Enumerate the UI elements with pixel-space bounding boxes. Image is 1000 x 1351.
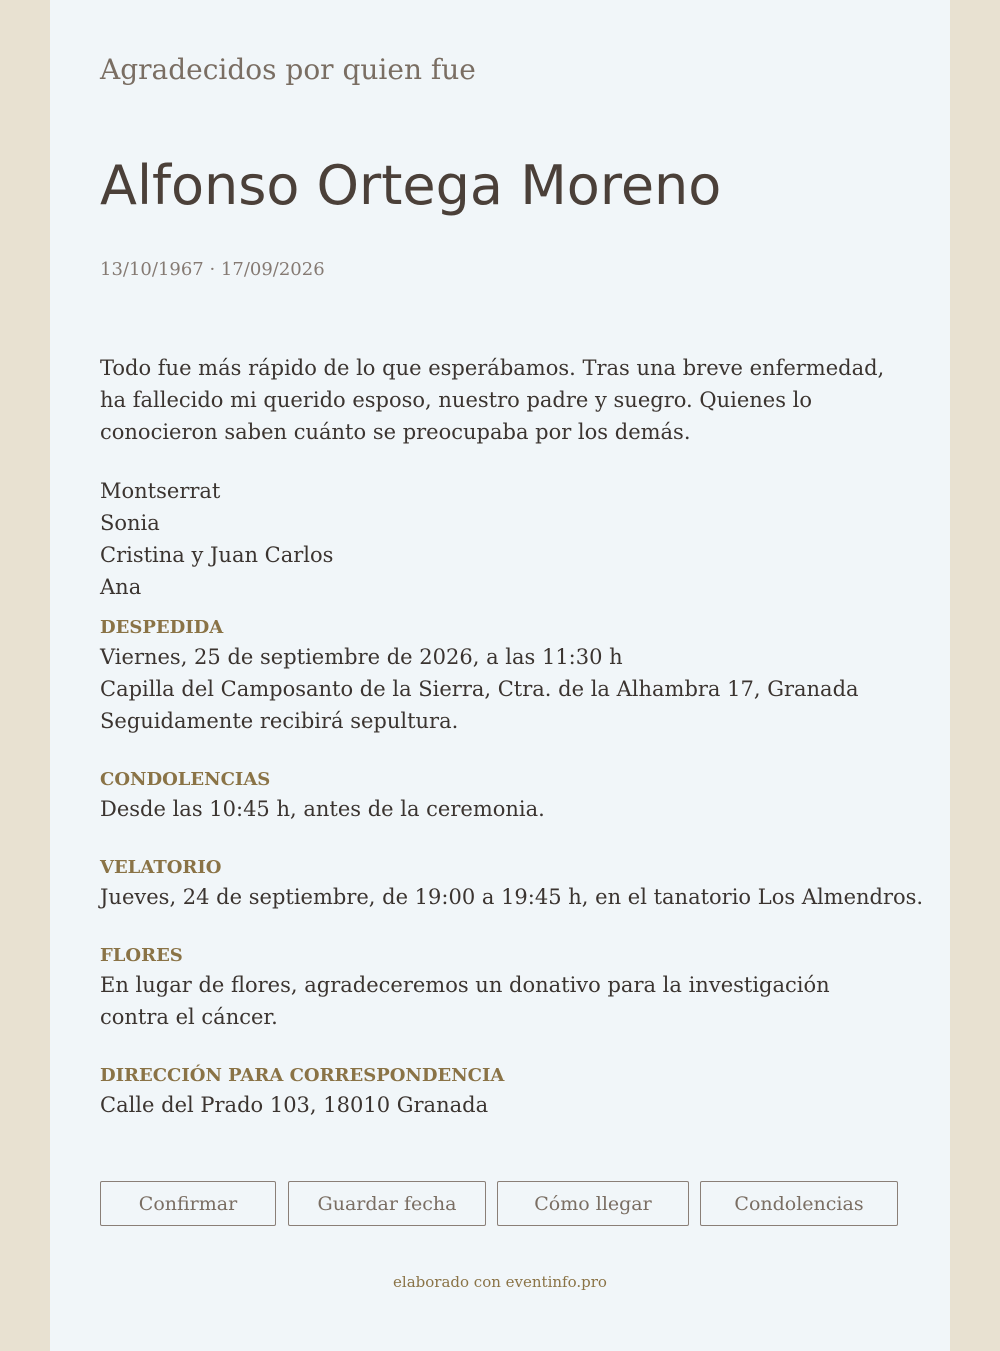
section-line: Desde las 10:45 h, antes de la ceremonia. (100, 797, 545, 821)
life-dates: 13/10/1967 · 17/09/2026 (100, 259, 325, 280)
section-title: DESPEDIDA (100, 617, 224, 638)
eyebrow-text: Agradecidos por quien fue (100, 53, 476, 86)
section-line: Capilla del Camposanto de la Sierra, Ctra. de la Alhambra 17, Granada (100, 677, 859, 701)
footer-credit[interactable]: elaborado con eventinfo.pro (393, 1273, 607, 1291)
section-title: CONDOLENCIAS (100, 769, 271, 790)
family-member: Ana (100, 575, 142, 599)
section-flores (100, 943, 900, 1033)
family-list (100, 475, 900, 603)
condolences-button[interactable]: Condolencias (700, 1181, 898, 1226)
section-line: Seguidamente recibirá sepultura. (100, 709, 459, 733)
action-buttons (100, 1181, 900, 1228)
section-line: Calle del Prado 103, 18010 Granada (100, 1093, 489, 1117)
section-direccion (100, 1063, 900, 1121)
section-condolencias (100, 767, 900, 825)
section-velatorio (100, 855, 924, 913)
section-line: Viernes, 25 de septiembre de 2026, a las 11:30 h (100, 645, 623, 669)
section-paragraph: En lugar de flores, agradeceremos un donativo para la investigación contra el cáncer. (100, 973, 830, 1029)
obituary-card (50, 0, 950, 1351)
section-title: FLORES (100, 945, 183, 966)
confirm-button[interactable]: Confirmar (100, 1181, 276, 1226)
family-member: Sonia (100, 511, 160, 535)
section-despedida (100, 615, 900, 737)
intro-paragraph: Todo fue más rápido de lo que esperábamos. Tras una breve enfermedad, ha fallecido mi querido esposo, nuestro padre y suegro. Quienes lo conocieron saben cuánto se preocupaba por los demás. (100, 356, 885, 444)
save-date-button[interactable]: Guardar fecha (288, 1181, 486, 1226)
section-line: Jueves, 24 de septiembre, de 19:00 a 19:45 h, en el tanatorio Los Almendros. (100, 885, 924, 909)
family-member: Montserrat (100, 479, 221, 503)
section-title: VELATORIO (100, 857, 222, 878)
deceased-name: Alfonso Ortega Moreno (100, 154, 722, 217)
section-title: DIRECCIÓN PARA CORRESPONDENCIA (100, 1065, 505, 1086)
directions-button[interactable]: Cómo llegar (497, 1181, 689, 1226)
family-member: Cristina y Juan Carlos (100, 543, 334, 567)
